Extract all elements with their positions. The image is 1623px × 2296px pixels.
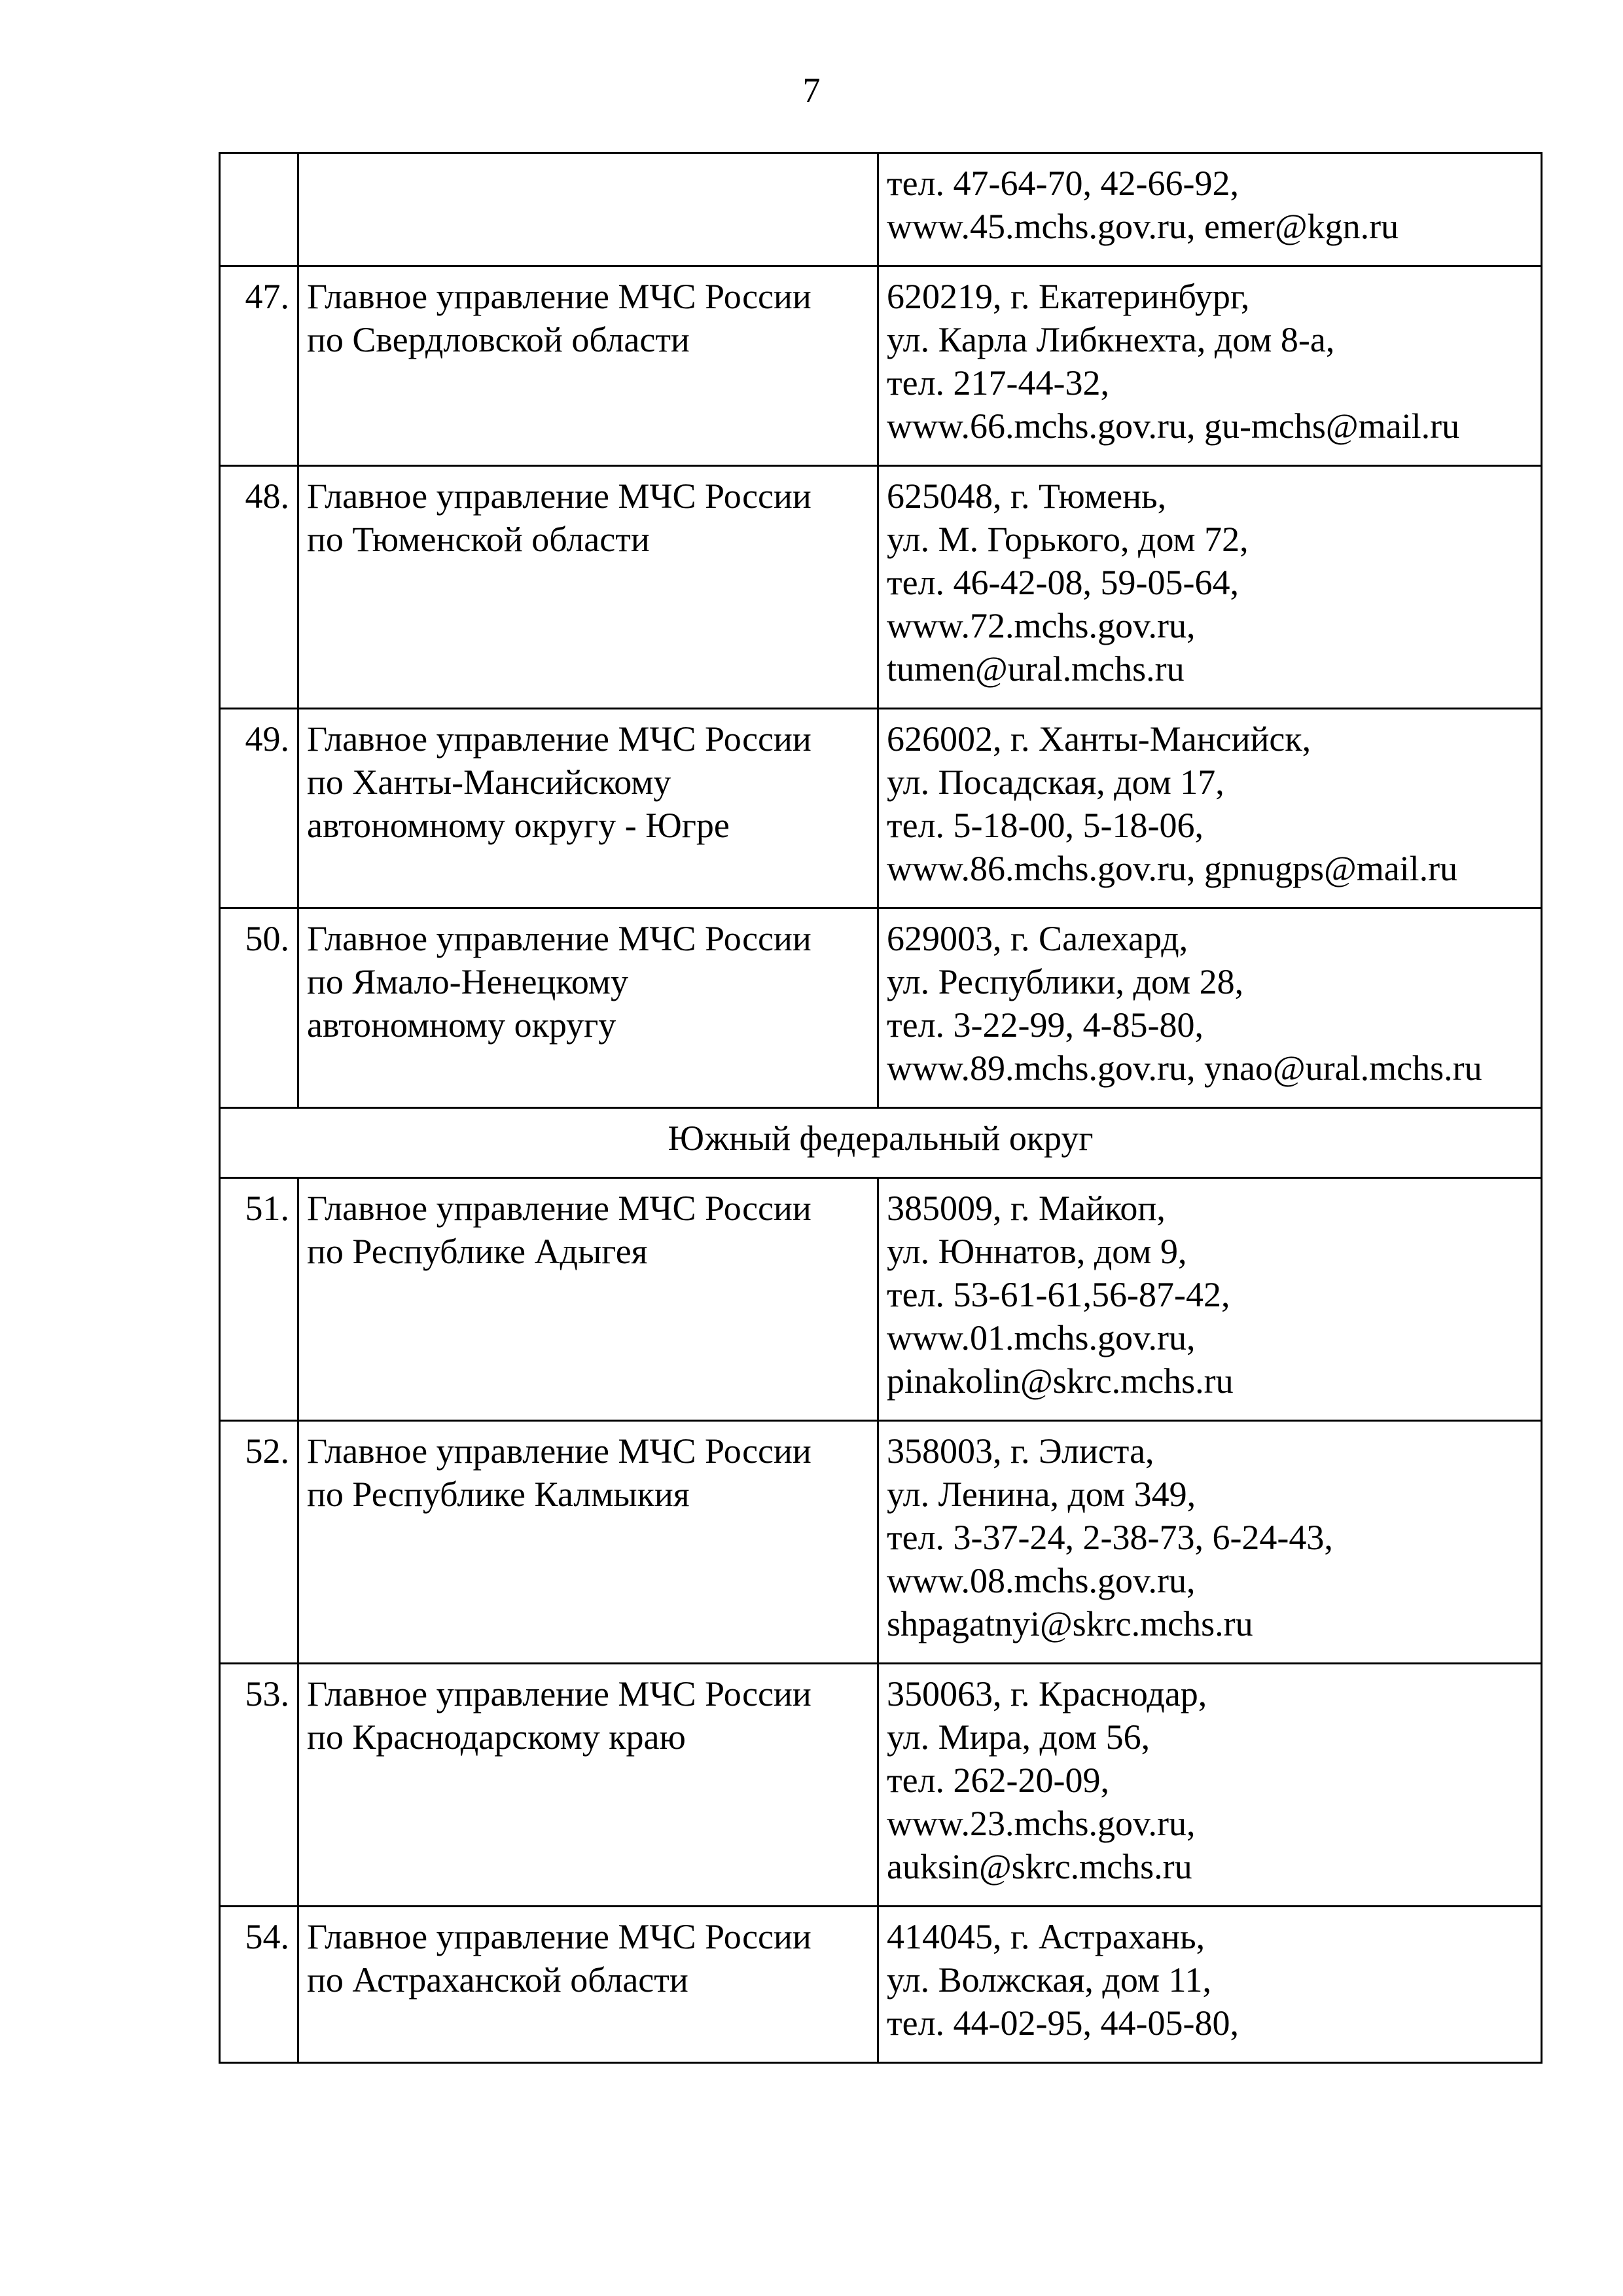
table-row	[220, 1178, 1542, 1421]
address-line: auksin@skrc.mchs.ru	[887, 1847, 1192, 1886]
address-line: тел. 3-37-24, 2-38-73, 6-24-43,	[887, 1518, 1333, 1557]
organization-name-line: Главное управление МЧС России	[307, 476, 812, 516]
row-number-cell: 50.	[220, 908, 298, 1108]
row-number-cell: 52.	[220, 1421, 298, 1664]
address-line: www.72.mchs.gov.ru,	[887, 606, 1196, 645]
address-cell	[878, 709, 1542, 908]
organization-cell	[298, 908, 878, 1108]
address-line: ул. Волжская, дом 11,	[887, 1960, 1211, 2000]
organization-name-line: по Республике Адыгея	[307, 1232, 648, 1271]
address-line: ул. Республики, дом 28,	[887, 962, 1244, 1001]
address-line: www.23.mchs.gov.ru,	[887, 1804, 1196, 1843]
address-line: www.66.mchs.gov.ru, gu-mchs@mail.ru	[887, 406, 1460, 446]
table-row	[220, 1421, 1542, 1664]
organization-name-line: Главное управление МЧС России	[307, 1189, 812, 1228]
organization-name-line: Главное управление МЧС России	[307, 1431, 812, 1471]
address-cell	[878, 1664, 1542, 1907]
address-line: www.01.mchs.gov.ru,	[887, 1318, 1196, 1357]
address-line: www.86.mchs.gov.ru, gpnugps@mail.ru	[887, 849, 1458, 888]
organization-name-line: по Тюменской области	[307, 520, 650, 559]
table-row-continuation	[220, 153, 1542, 266]
organization-cell	[298, 266, 878, 466]
organization-name-line: Главное управление МЧС России	[307, 719, 812, 759]
address-line: тел. 53-61-61,56-87-42,	[887, 1275, 1230, 1314]
organization-cell	[298, 153, 878, 266]
table-row	[220, 1907, 1542, 2063]
table-row	[220, 1664, 1542, 1907]
address-line: 620219, г. Екатеринбург,	[887, 277, 1250, 316]
organization-cell	[298, 466, 878, 709]
organization-cell	[298, 1421, 878, 1664]
organization-name-line: по Краснодарскому краю	[307, 1717, 686, 1757]
address-line: 358003, г. Элиста,	[887, 1431, 1154, 1471]
address-line: 350063, г. Краснодар,	[887, 1674, 1207, 1713]
address-line: shpagatnyi@skrc.mchs.ru	[887, 1604, 1253, 1643]
row-number-cell: 54.	[220, 1907, 298, 2063]
organization-cell	[298, 1907, 878, 2063]
address-cell	[878, 908, 1542, 1108]
address-cell	[878, 153, 1542, 266]
address-cell	[878, 466, 1542, 709]
organization-name-line: Главное управление МЧС России	[307, 919, 812, 958]
organization-name-line: по Республике Калмыкия	[307, 1475, 690, 1514]
address-line: 385009, г. Майкоп,	[887, 1189, 1166, 1228]
address-line: ул. Посадская, дом 17,	[887, 762, 1224, 802]
organization-name-line: автономному округу	[307, 1005, 616, 1045]
address-line: ул. Юннатов, дом 9,	[887, 1232, 1187, 1271]
organization-cell	[298, 709, 878, 908]
organization-name-line: по Ханты-Мансийскому	[307, 762, 671, 802]
address-line: тел. 217-44-32,	[887, 363, 1109, 403]
address-line: pinakolin@skrc.mchs.ru	[887, 1361, 1234, 1401]
organization-name-line: автономному округу - Югре	[307, 806, 730, 845]
page-number: 7	[802, 71, 821, 110]
address-line: тел. 262-20-09,	[887, 1761, 1109, 1800]
address-cell	[878, 1907, 1542, 2063]
address-line: www.08.mchs.gov.ru,	[887, 1561, 1196, 1600]
row-number-cell: 49.	[220, 709, 298, 908]
section-title: Южный федеральный округ	[220, 1108, 1542, 1178]
organization-name-line: по Ямало-Ненецкому	[307, 962, 628, 1001]
organization-cell	[298, 1664, 878, 1907]
row-number-cell: 47.	[220, 266, 298, 466]
contacts-table-body	[220, 153, 1542, 2063]
address-cell	[878, 1421, 1542, 1664]
address-line: тел. 46-42-08, 59-05-64,	[887, 563, 1239, 602]
address-line: ул. Карла Либкнехта, дом 8-а,	[887, 320, 1335, 359]
address-line: www.89.mchs.gov.ru, ynao@ural.mchs.ru	[887, 1049, 1482, 1088]
contacts-table	[219, 152, 1543, 2064]
organization-name-line: по Астраханской области	[307, 1960, 688, 2000]
row-number-cell	[220, 153, 298, 266]
address-line: ул. М. Горького, дом 72,	[887, 520, 1249, 559]
address-line: 626002, г. Ханты-Мансийск,	[887, 719, 1311, 759]
table-row	[220, 266, 1542, 466]
address-line: 414045, г. Астрахань,	[887, 1917, 1205, 1956]
address-line: тел. 47-64-70, 42-66-92,	[887, 164, 1239, 203]
section-row	[220, 1108, 1542, 1178]
organization-name-line: по Свердловской области	[307, 320, 690, 359]
address-line: тел. 44-02-95, 44-05-80,	[887, 2003, 1239, 2043]
address-line: ул. Ленина, дом 349,	[887, 1475, 1196, 1514]
address-line: tumen@ural.mchs.ru	[887, 649, 1185, 689]
organization-name-line: Главное управление МЧС России	[307, 1674, 812, 1713]
address-cell	[878, 1178, 1542, 1421]
row-number-cell: 53.	[220, 1664, 298, 1907]
address-line: 625048, г. Тюмень,	[887, 476, 1167, 516]
address-line: 629003, г. Салехард,	[887, 919, 1188, 958]
organization-name-line: Главное управление МЧС России	[307, 277, 812, 316]
address-line: тел. 5-18-00, 5-18-06,	[887, 806, 1204, 845]
organization-name-line: Главное управление МЧС России	[307, 1917, 812, 1956]
organization-cell	[298, 1178, 878, 1421]
table-row	[220, 466, 1542, 709]
address-line: ул. Мира, дом 56,	[887, 1717, 1150, 1757]
table-row	[220, 908, 1542, 1108]
table-row	[220, 709, 1542, 908]
address-cell	[878, 266, 1542, 466]
row-number-cell: 48.	[220, 466, 298, 709]
address-line: www.45.mchs.gov.ru, emer@kgn.ru	[887, 207, 1399, 246]
address-line: тел. 3-22-99, 4-85-80,	[887, 1005, 1204, 1045]
row-number-cell: 51.	[220, 1178, 298, 1421]
